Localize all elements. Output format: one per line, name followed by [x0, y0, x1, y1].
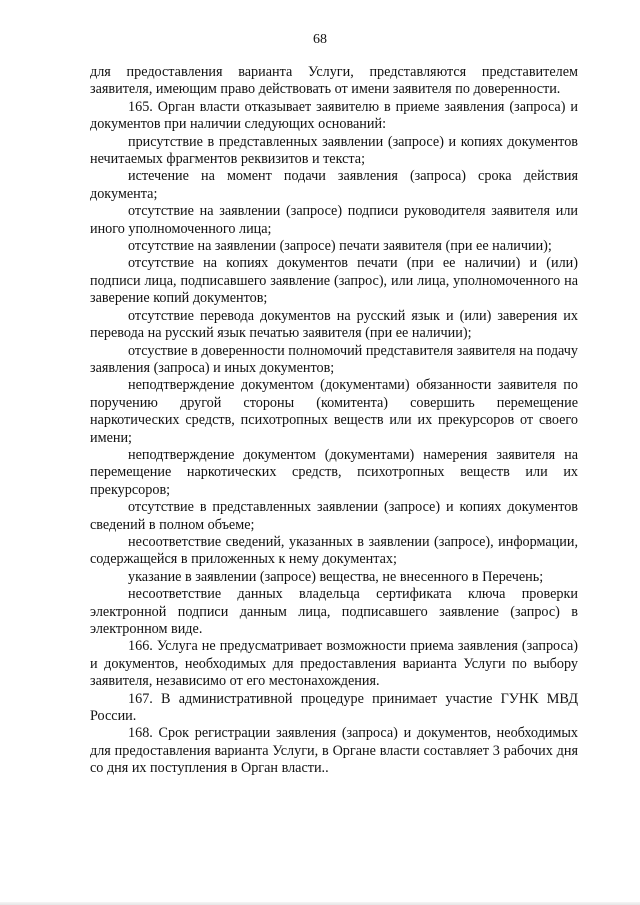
paragraph-166: 166. Услуга не предусматривает возможности приема заявления (запроса) и документов, необходимых для предоставления варианта Услуги по выбору заявителя, независимо от его местонахождения. — [90, 638, 578, 690]
list-item: отсутствие на заявлении (запросе) подписи руководителя заявителя или иного уполномоченного лица; — [90, 203, 578, 237]
list-item: отсутствие на копиях документов печати (при ее наличии) и (или) подписи лица, подписавшего заявление (запрос), или лица, уполномоченного на заверение копий документов; — [90, 255, 578, 307]
list-item: неподтверждение документом (документами) намерения заявителя на перемещение наркотических средств, психотропных веществ или их прекурсоров; — [90, 446, 578, 498]
list-item: отсуствие в доверенности полномочий представителя заявителя на подачу заявления (запроса) и иных документов; — [90, 342, 578, 376]
list-item: указание в заявлении (запросе) вещества, не внесенного в Перечень; — [128, 568, 544, 585]
list-item: несоответствие сведений, указанных в заявлении (запросе), информации, содержащейся в приложенных к нему документах; — [90, 533, 578, 568]
page-number: 68 — [313, 32, 327, 47]
paragraph-168: 168. Срок регистрации заявления (запроса) и документов, необходимых для предоставления варианта Услуги, в Органе власти составляет 3 рабочих дня со дня их поступления в Орган власти.. — [90, 725, 578, 777]
document-body — [90, 64, 578, 778]
list-item: неподтверждение документом (документами) обязанности заявителя по поручению другой стороны (комитента) совершить перемещение наркотических средств, психотропных веществ или их прекурсоров от своего имени; — [90, 377, 578, 446]
list-item: несоответствие данных владельца сертификата ключа проверки электронной подписи данным лица, подписавшего заявление (запрос) в электронном виде. — [90, 586, 578, 637]
list-item: отсутствие перевода документов на русский язык и (или) заверения их перевода на русский язык печатью заявителя (при ее наличии); — [90, 307, 578, 342]
list-item: отсутствие в представленных заявлении (запросе) и копиях документов сведений в полном объеме; — [90, 499, 578, 533]
paragraph-continuation: для предоставления варианта Услуги, представляются представителем заявителя, имеющим право действовать от имени заявителя по доверенности. — [90, 64, 578, 98]
paragraph-165: 165. Орган власти отказывает заявителю в приеме заявления (запроса) и документов при наличии следующих оснований: — [90, 98, 578, 133]
list-item: присутствие в представленных заявлении (запросе) и копиях документов нечитаемых фрагментов реквизитов и текста; — [90, 133, 578, 168]
list-item: истечение на момент подачи заявления (запроса) срока действия документа; — [90, 168, 578, 202]
list-item: отсутствие на заявлении (запросе) печати заявителя (при ее наличии); — [128, 238, 552, 255]
paragraph-167: 167. В административной процедуре принимает участие ГУНК МВД России. — [90, 690, 578, 725]
